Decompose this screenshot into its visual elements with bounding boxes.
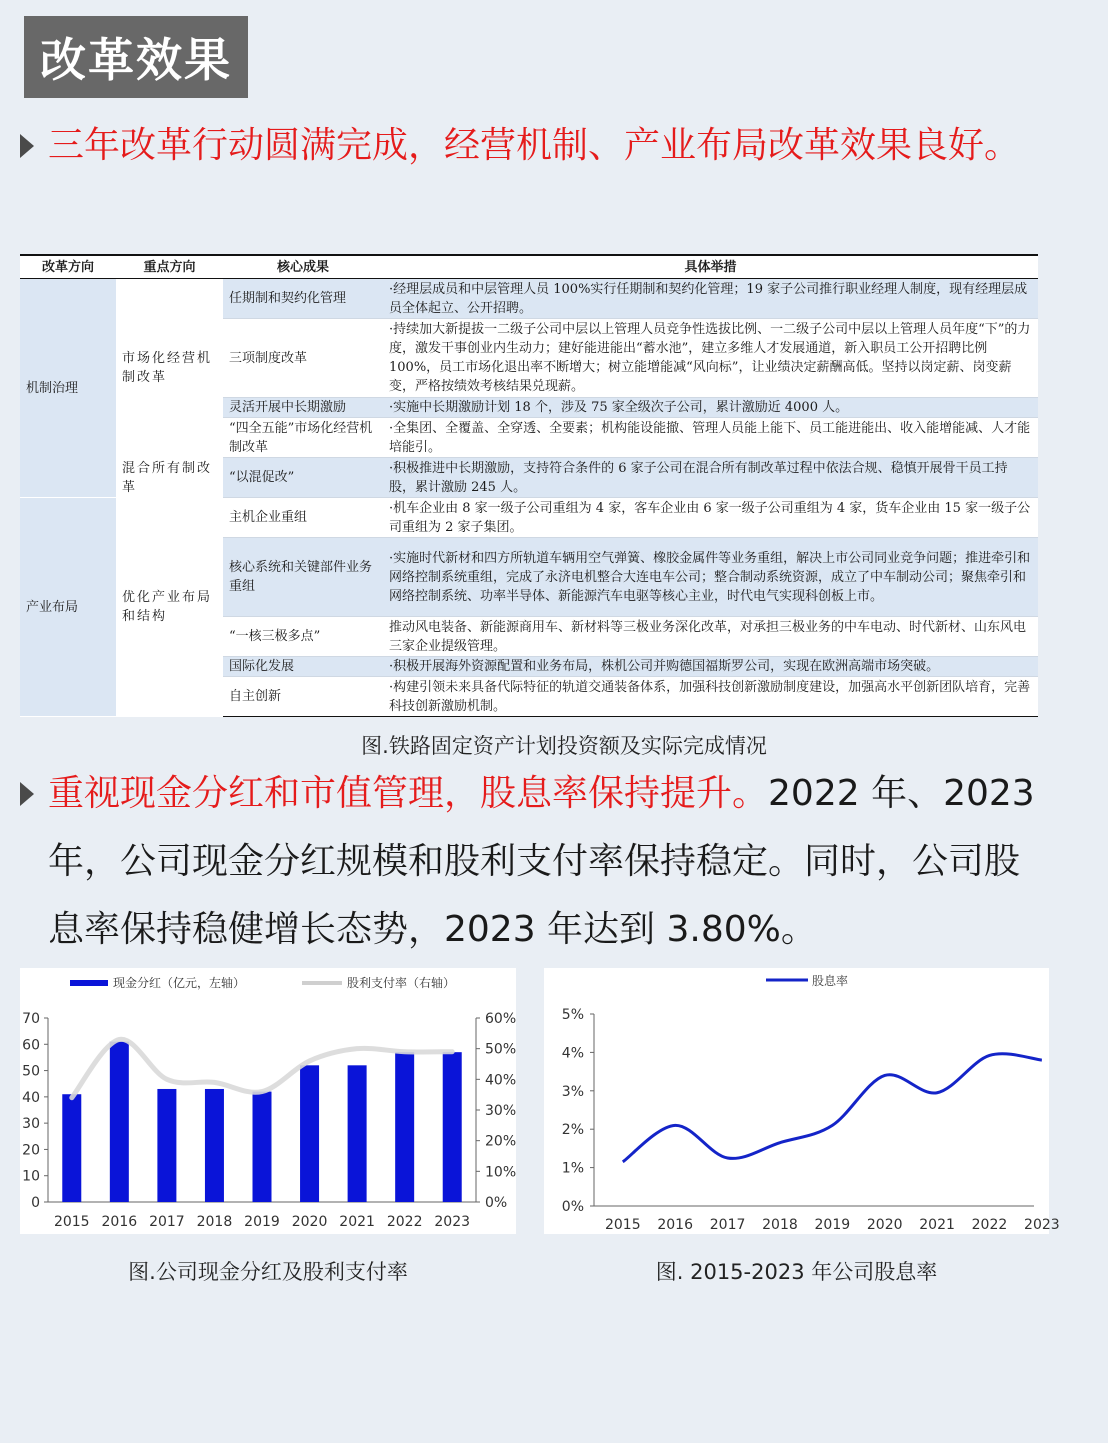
yield-chart — [544, 968, 1060, 1234]
dividend-bar — [205, 1089, 224, 1202]
left-tick-label: 50 — [22, 1063, 40, 1080]
x-tick-label: 2021 — [339, 1214, 375, 1230]
measure-detail: ·实施时代新材和四方所轨道车辆用空气弹簧、橡胶金属件等业务重组，解决上市公司同业竞争问题；推进牵引和网络控制系统重组，完成了永济电机整合大连电车公司；整合制动系统资源，成立了中车制动公司；聚焦牵引和网络控制系统、功率半导体、新能源汽车电驱等核心主业，时代电气实现科创板上市。 — [383, 538, 1038, 617]
measure-detail: ·全集团、全覆盖、全穿透、全要素；机构能设能撤、管理人员能上能下、员工能进能出、收入能增能减、人才能培能引。 — [383, 418, 1038, 458]
x-tick-label: 2019 — [244, 1214, 280, 1230]
core-result: 国际化发展 — [223, 657, 383, 677]
right-tick-label: 20% — [485, 1133, 517, 1150]
right-tick-label: 0% — [485, 1195, 508, 1211]
right-tick-label: 50% — [485, 1041, 517, 1058]
reform-table — [20, 254, 1038, 717]
left-tick-label: 20 — [22, 1142, 40, 1159]
measure-detail: ·实施中长期激励计划 18 个，涉及 75 家全级次子公司，累计激励近 4000 人。 — [383, 398, 1038, 418]
measure-detail: ·经理层成员和中层管理人员 100%实行任期制和契约化管理；19 家子公司推行职业经理人制度，现有经理层成员全体起立、公开招聘。 — [383, 279, 1038, 319]
y-tick-label: 3% — [561, 1083, 584, 1100]
table-row — [20, 498, 1038, 538]
left-tick-label: 30 — [22, 1116, 40, 1133]
bullet-reform-text: 三年改革行动圆满完成，经营机制、产业布局改革效果良好。 — [48, 125, 1021, 166]
core-result: 三项制度改革 — [223, 319, 383, 398]
measure-detail: ·持续加大新提拔一二级子公司中层以上管理人员竞争性选拔比例、一二级子公司中层以上管理人员年度“下”的力度，激发干事创业内生动力；建好能进能出“蓄水池”，建立多维人才发展通道，新入职员工公开招聘比例 100%，员工市场化退出率不断增大；树立能增能减“风向标”，让业绩决定薪酬高低。坚持以岗定薪、岗变薪变，严格按绩效考核结果兑现薪。 — [383, 319, 1038, 398]
core-result: 主机企业重组 — [223, 498, 383, 538]
triangle-bullet-icon — [20, 782, 34, 806]
group-industry-layout: 产业布局 — [20, 498, 116, 717]
sub-optimize-layout: 优化产业布局和结构 — [116, 498, 223, 717]
y-tick-label: 1% — [561, 1160, 584, 1177]
x-tick-label: 2020 — [866, 1217, 903, 1233]
core-result: 核心系统和关键部件业务重组 — [223, 538, 383, 617]
table-header-direction: 改革方向 — [20, 255, 116, 279]
dividend-yield-line — [623, 1054, 1042, 1162]
payout-ratio-line — [72, 1039, 452, 1097]
group-mechanism: 机制治理 — [20, 279, 116, 498]
x-tick-label: 2023 — [434, 1214, 471, 1230]
dividend-bar — [300, 1065, 319, 1202]
right-tick-label: 10% — [485, 1164, 517, 1181]
x-tick-label: 2022 — [971, 1217, 1008, 1233]
dividend-chart-svg — [20, 968, 516, 1234]
dividend-bar — [157, 1089, 176, 1202]
x-tick-label: 2016 — [657, 1217, 694, 1233]
table-caption: 图.铁路固定资产计划投资额及实际完成情况 — [361, 734, 767, 758]
x-tick-label: 2018 — [762, 1217, 798, 1233]
x-tick-label: 2022 — [386, 1214, 423, 1230]
table-row — [20, 279, 1038, 319]
dividend-chart — [20, 968, 516, 1234]
sub-market-mechanism: 市场化经营机制改革 — [116, 279, 223, 458]
x-tick-label: 2016 — [101, 1214, 138, 1230]
legend-label-payout: 股利支付率（右轴） — [347, 976, 456, 990]
left-tick-label: 0 — [31, 1195, 40, 1211]
table-header-result: 核心成果 — [223, 255, 383, 279]
table-row — [20, 458, 1038, 498]
core-result: “以混促改” — [223, 458, 383, 498]
bullet-dividend — [20, 760, 1050, 964]
left-tick-label: 60 — [22, 1037, 40, 1054]
core-result: 任期制和契约化管理 — [223, 279, 383, 319]
dividend-bar — [110, 1042, 129, 1202]
page-title: 改革效果 — [24, 16, 248, 98]
yield-chart-caption: 图. 2015-2023 年公司股息率 — [655, 1260, 938, 1284]
right-tick-label: 40% — [485, 1072, 517, 1089]
x-tick-label: 2015 — [53, 1214, 90, 1230]
triangle-bullet-icon — [20, 134, 34, 158]
x-tick-label: 2020 — [291, 1214, 328, 1230]
x-tick-label: 2021 — [919, 1217, 955, 1233]
x-tick-label: 2019 — [814, 1217, 851, 1233]
right-tick-label: 30% — [485, 1103, 517, 1119]
bullet-dividend-highlight: 重视现金分红和市值管理，股息率保持提升。 — [48, 773, 769, 814]
core-result: “一核三极多点” — [223, 617, 383, 657]
bullet-dividend-text — [20, 760, 1050, 964]
dividend-bar — [253, 1092, 272, 1202]
legend-label-dividend: 现金分红（亿元，左轴） — [113, 976, 246, 990]
bullet-reform — [20, 112, 1050, 180]
table-header-focus: 重点方向 — [116, 255, 223, 279]
left-tick-label: 70 — [22, 1011, 40, 1027]
x-tick-label: 2023 — [1024, 1217, 1060, 1233]
legend-label-yield: 股息率 — [812, 974, 849, 988]
y-tick-label: 2% — [561, 1122, 584, 1139]
yield-chart-svg — [544, 968, 1060, 1234]
dividend-bar — [395, 1052, 414, 1202]
core-result: “四全五能”市场化经营机制改革 — [223, 418, 383, 458]
x-tick-label: 2017 — [149, 1214, 185, 1230]
left-tick-label: 40 — [22, 1089, 40, 1106]
measure-detail: ·积极推进中长期激励，支持符合条件的 6 家子公司在混合所有制改革过程中依法合规、稳慎开展骨干员工持股，累计激励 245 人。 — [383, 458, 1038, 498]
measure-detail: ·构建引领未来具备代际特征的轨道交通装备体系，加强科技创新激励制度建设，加强高水平创新团队培育，完善科技创新激励机制。 — [383, 677, 1038, 717]
y-tick-label: 4% — [561, 1045, 584, 1062]
legend-swatch-dividend — [70, 980, 108, 986]
table-header-measures: 具体举措 — [383, 255, 1038, 279]
right-tick-label: 60% — [485, 1011, 517, 1027]
left-tick-label: 10 — [22, 1168, 40, 1185]
dividend-bar — [62, 1094, 81, 1202]
bullet-dividend-rest: 2022 年、2023 年，公司现金分红规模和股利支付率保持稳定。同时，公司股息率保持稳健增长态势，2023 年达到 3.80%。 — [48, 773, 1035, 950]
sub-mixed-ownership: 混合所有制改革 — [116, 458, 223, 498]
dividend-bar — [443, 1052, 462, 1202]
core-result: 灵活开展中长期激励 — [223, 398, 383, 418]
measure-detail: ·积极开展海外资源配置和业务布局，株机公司并购德国福斯罗公司，实现在欧洲高端市场突破。 — [383, 657, 1038, 677]
x-tick-label: 2018 — [196, 1214, 233, 1230]
measure-detail: 推动风电装备、新能源商用车、新材料等三极业务深化改革，对承担三极业务的中车电动、时代新材、山东风电三家企业提级管理。 — [383, 617, 1038, 657]
measure-detail: ·机车企业由 8 家一级子公司重组为 4 家，客车企业由 6 家一级子公司重组为 4 家，货车企业由 15 家一级子公司重组为 2 家子集团。 — [383, 498, 1038, 538]
y-tick-label: 5% — [561, 1007, 584, 1023]
x-tick-label: 2017 — [709, 1217, 746, 1233]
dividend-bar — [348, 1065, 367, 1202]
y-tick-label: 0% — [561, 1199, 584, 1215]
dividend-chart-caption: 图.公司现金分红及股利支付率 — [128, 1260, 408, 1284]
core-result: 自主创新 — [223, 677, 383, 717]
x-tick-label: 2015 — [604, 1217, 641, 1233]
table-header-row — [20, 255, 1038, 279]
